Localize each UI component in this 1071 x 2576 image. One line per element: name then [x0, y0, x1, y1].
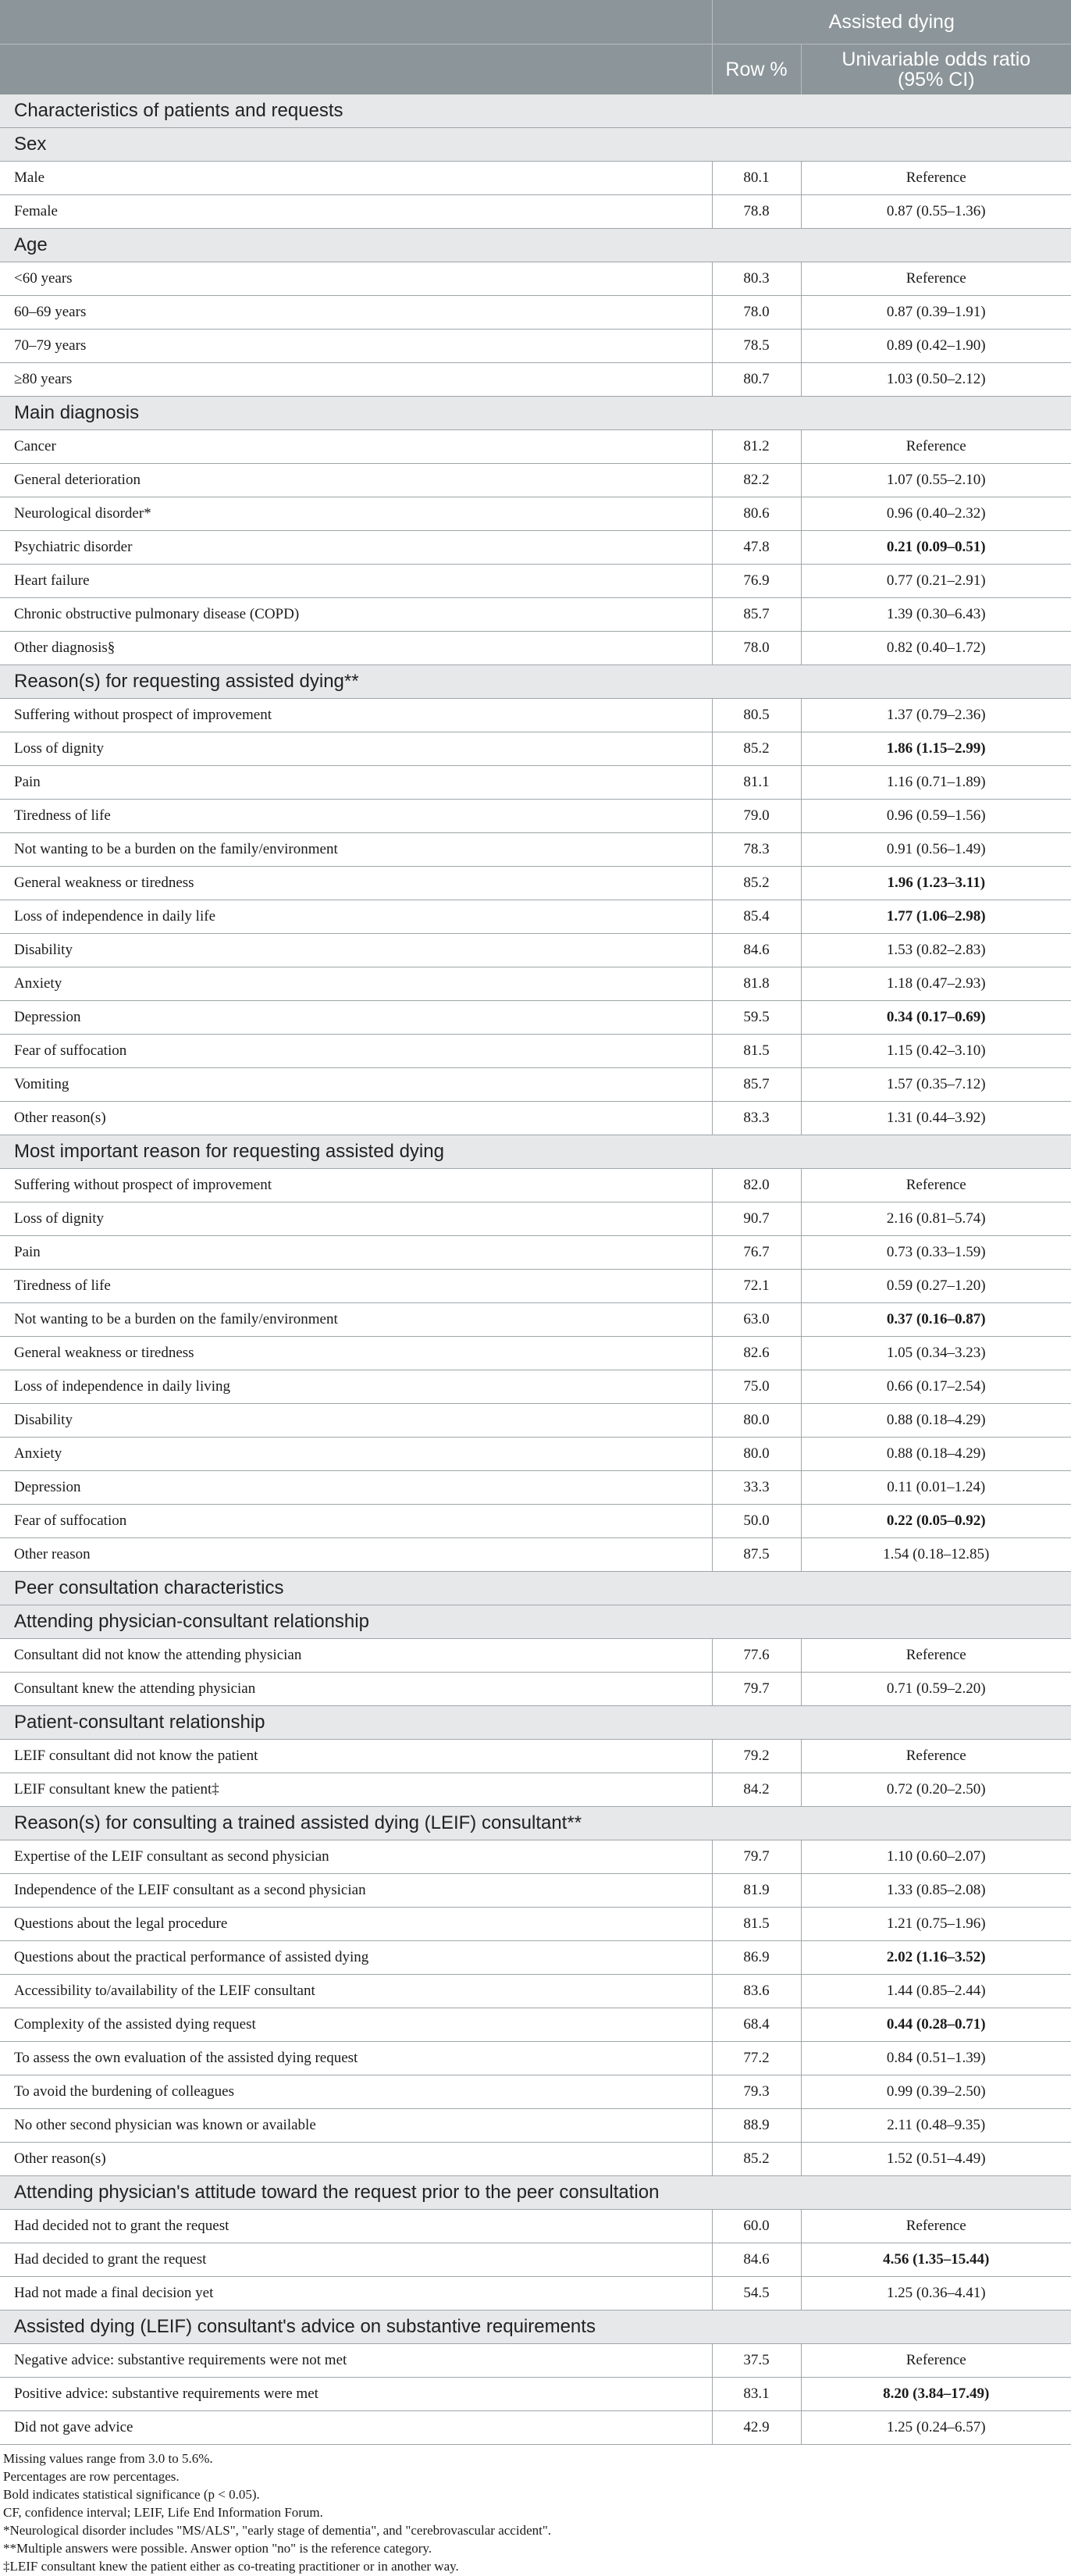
row-label: LEIF consultant knew the patient‡ — [0, 1773, 712, 1807]
footnote: ‡LEIF consultant knew the patient either as co-treating practitioner or in another way. — [3, 2559, 459, 2574]
row-percentage: 42.9 — [712, 2411, 801, 2445]
row-percentage: 84.6 — [712, 934, 801, 967]
row-percentage: 80.0 — [712, 1404, 801, 1438]
row-odds-ratio: 1.25 (0.24–6.57) — [801, 2411, 1071, 2445]
row-odds-ratio: 1.37 (0.79–2.36) — [801, 699, 1071, 732]
row-odds-ratio: 1.53 (0.82–2.83) — [801, 934, 1071, 967]
row-odds-ratio: 1.16 (0.71–1.89) — [801, 766, 1071, 800]
row-percentage: 81.1 — [712, 766, 801, 800]
header-row-group — [0, 0, 1071, 45]
row-percentage: 50.0 — [712, 1505, 801, 1538]
table-row — [0, 363, 1071, 397]
row-label: Questions about the legal procedure — [0, 1908, 712, 1941]
table-row — [0, 598, 1071, 632]
footnote: Missing values range from 3.0 to 5.6%. — [3, 2451, 213, 2466]
table-row — [0, 2378, 1071, 2411]
row-odds-ratio: 0.88 (0.18–4.29) — [801, 1438, 1071, 1471]
row-percentage: 80.6 — [712, 497, 801, 531]
table-row — [0, 833, 1071, 867]
table-row — [0, 2075, 1071, 2109]
header-odds-ratio — [801, 45, 1071, 95]
table-row — [0, 162, 1071, 195]
table-row — [0, 2344, 1071, 2378]
table-row — [0, 2210, 1071, 2243]
table-row — [0, 464, 1071, 497]
row-percentage: 82.2 — [712, 464, 801, 497]
row-label: <60 years — [0, 262, 712, 296]
table-row — [0, 2143, 1071, 2176]
table-row — [0, 565, 1071, 598]
row-label: Disability — [0, 1404, 712, 1438]
header-empty-cell — [0, 45, 712, 95]
row-odds-ratio: 0.96 (0.59–1.56) — [801, 800, 1071, 833]
row-percentage: 60.0 — [712, 2210, 801, 2243]
row-odds-ratio: 0.37 (0.16–0.87) — [801, 1303, 1071, 1337]
row-label: Heart failure — [0, 565, 712, 598]
row-percentage: 88.9 — [712, 2109, 801, 2143]
table-row — [0, 2008, 1071, 2042]
row-label: Fear of suffocation — [0, 1035, 712, 1068]
table-row — [0, 699, 1071, 732]
row-odds-ratio: 2.02 (1.16–3.52) — [801, 1941, 1071, 1975]
row-percentage: 80.7 — [712, 363, 801, 397]
header-empty-cell — [0, 0, 712, 45]
row-percentage: 83.1 — [712, 2378, 801, 2411]
table-row — [0, 632, 1071, 665]
row-label: Negative advice: substantive requirements were not met — [0, 2344, 712, 2378]
row-percentage: 33.3 — [712, 1471, 801, 1505]
table-row — [0, 1538, 1071, 1572]
row-percentage: 85.2 — [712, 2143, 801, 2176]
row-odds-ratio: 0.96 (0.40–2.32) — [801, 497, 1071, 531]
row-odds-ratio: 0.77 (0.21–2.91) — [801, 565, 1071, 598]
row-percentage: 77.6 — [712, 1639, 801, 1673]
row-label: Cancer — [0, 430, 712, 464]
row-odds-ratio: 1.52 (0.51–4.49) — [801, 2143, 1071, 2176]
row-percentage: 83.6 — [712, 1975, 801, 2008]
row-label: Other reason(s) — [0, 2143, 712, 2176]
table-row — [0, 2243, 1071, 2277]
table-row — [0, 1471, 1071, 1505]
row-label: Suffering without prospect of improvement — [0, 699, 712, 732]
table-row — [0, 1908, 1071, 1941]
row-label: Did not gave advice — [0, 2411, 712, 2445]
subsection-header-row — [0, 1135, 1071, 1169]
header-row-columns — [0, 45, 1071, 95]
table-row — [0, 934, 1071, 967]
row-odds-ratio: Reference — [801, 2344, 1071, 2378]
row-label: Positive advice: substantive requirements were met — [0, 2378, 712, 2411]
row-odds-ratio: 4.56 (1.35–15.44) — [801, 2243, 1071, 2277]
row-odds-ratio: 1.57 (0.35–7.12) — [801, 1068, 1071, 1102]
table-row — [0, 330, 1071, 363]
table-row — [0, 1404, 1071, 1438]
table-row — [0, 1438, 1071, 1471]
row-label: Other reason — [0, 1538, 712, 1572]
subsection-title: Age — [0, 229, 1071, 262]
row-odds-ratio: 8.20 (3.84–17.49) — [801, 2378, 1071, 2411]
row-percentage: 84.6 — [712, 2243, 801, 2277]
row-label: To avoid the burdening of colleagues — [0, 2075, 712, 2109]
row-percentage: 80.0 — [712, 1438, 801, 1471]
row-odds-ratio: Reference — [801, 430, 1071, 464]
subsection-header-row — [0, 665, 1071, 699]
table-row — [0, 732, 1071, 766]
row-percentage: 78.0 — [712, 632, 801, 665]
row-odds-ratio: 0.34 (0.17–0.69) — [801, 1001, 1071, 1035]
row-percentage: 68.4 — [712, 2008, 801, 2042]
table-row — [0, 1236, 1071, 1270]
section-title: Characteristics of patients and requests — [0, 94, 1071, 128]
row-odds-ratio: 1.54 (0.18–12.85) — [801, 1538, 1071, 1572]
row-percentage: 85.2 — [712, 732, 801, 766]
table-row — [0, 800, 1071, 833]
row-label: Had decided not to grant the request — [0, 2210, 712, 2243]
row-odds-ratio: 1.86 (1.15–2.99) — [801, 732, 1071, 766]
subsection-title: Most important reason for requesting assisted dying — [0, 1135, 1071, 1169]
row-odds-ratio: 0.71 (0.59–2.20) — [801, 1673, 1071, 1706]
row-odds-ratio: 0.82 (0.40–1.72) — [801, 632, 1071, 665]
table-row — [0, 1370, 1071, 1404]
row-percentage: 78.3 — [712, 833, 801, 867]
row-odds-ratio: 1.05 (0.34–3.23) — [801, 1337, 1071, 1370]
row-percentage: 78.0 — [712, 296, 801, 330]
subsection-title: Reason(s) for requesting assisted dying** — [0, 665, 1071, 699]
row-percentage: 76.7 — [712, 1236, 801, 1270]
row-label: ≥80 years — [0, 363, 712, 397]
row-label: Other diagnosis§ — [0, 632, 712, 665]
row-percentage: 90.7 — [712, 1202, 801, 1236]
row-percentage: 54.5 — [712, 2277, 801, 2311]
row-odds-ratio: 1.31 (0.44–3.92) — [801, 1102, 1071, 1135]
table-row — [0, 967, 1071, 1001]
row-percentage: 59.5 — [712, 1001, 801, 1035]
row-odds-ratio: 1.39 (0.30–6.43) — [801, 598, 1071, 632]
row-odds-ratio: 1.07 (0.55–2.10) — [801, 464, 1071, 497]
row-label: Had decided to grant the request — [0, 2243, 712, 2277]
row-percentage: 37.5 — [712, 2344, 801, 2378]
row-label: LEIF consultant did not know the patient — [0, 1740, 712, 1773]
row-odds-ratio: 2.16 (0.81–5.74) — [801, 1202, 1071, 1236]
table-row — [0, 1035, 1071, 1068]
row-label: Pain — [0, 1236, 712, 1270]
row-odds-ratio: 0.91 (0.56–1.49) — [801, 833, 1071, 867]
row-label: Anxiety — [0, 1438, 712, 1471]
row-label: Loss of independence in daily life — [0, 900, 712, 934]
row-percentage: 85.7 — [712, 598, 801, 632]
footnote: CF, confidence interval; LEIF, Life End Information Forum. — [3, 2505, 323, 2520]
row-percentage: 80.1 — [712, 162, 801, 195]
table-row — [0, 1001, 1071, 1035]
row-odds-ratio: 0.88 (0.18–4.29) — [801, 1404, 1071, 1438]
section-header-row — [0, 1572, 1071, 1605]
table-row — [0, 1941, 1071, 1975]
row-label: Loss of dignity — [0, 1202, 712, 1236]
row-label: Not wanting to be a burden on the family/environment — [0, 1303, 712, 1337]
row-label: Not wanting to be a burden on the family/environment — [0, 833, 712, 867]
subsection-title: Reason(s) for consulting a trained assisted dying (LEIF) consultant** — [0, 1807, 1071, 1840]
row-odds-ratio: 1.15 (0.42–3.10) — [801, 1035, 1071, 1068]
table-row — [0, 430, 1071, 464]
row-label: Pain — [0, 766, 712, 800]
table-row — [0, 262, 1071, 296]
table-row — [0, 1102, 1071, 1135]
row-percentage: 81.2 — [712, 430, 801, 464]
row-percentage: 76.9 — [712, 565, 801, 598]
row-label: Tiredness of life — [0, 800, 712, 833]
row-percentage: 78.5 — [712, 330, 801, 363]
row-odds-ratio: 1.10 (0.60–2.07) — [801, 1840, 1071, 1874]
section-header-row — [0, 94, 1071, 128]
table-row — [0, 2042, 1071, 2075]
row-label: Other reason(s) — [0, 1102, 712, 1135]
subsection-header-row — [0, 1807, 1071, 1840]
row-percentage: 47.8 — [712, 531, 801, 565]
table-row — [0, 1505, 1071, 1538]
table-row — [0, 1068, 1071, 1102]
row-odds-ratio: 0.99 (0.39–2.50) — [801, 2075, 1071, 2109]
subsection-header-row — [0, 2176, 1071, 2210]
row-label: General weakness or tiredness — [0, 1337, 712, 1370]
row-percentage: 75.0 — [712, 1370, 801, 1404]
row-percentage: 80.3 — [712, 262, 801, 296]
row-percentage: 79.0 — [712, 800, 801, 833]
row-odds-ratio: 1.33 (0.85–2.08) — [801, 1874, 1071, 1908]
row-odds-ratio: 0.59 (0.27–1.20) — [801, 1270, 1071, 1303]
row-label: Vomiting — [0, 1068, 712, 1102]
table-row — [0, 195, 1071, 229]
row-percentage: 81.5 — [712, 1035, 801, 1068]
table-row — [0, 1639, 1071, 1673]
row-odds-ratio: 1.25 (0.36–4.41) — [801, 2277, 1071, 2311]
row-label: General weakness or tiredness — [0, 867, 712, 900]
row-odds-ratio: Reference — [801, 162, 1071, 195]
row-percentage: 85.7 — [712, 1068, 801, 1102]
row-label: Consultant did not know the attending physician — [0, 1639, 712, 1673]
subsection-title: Main diagnosis — [0, 397, 1071, 430]
row-label: Accessibility to/availability of the LEIF consultant — [0, 1975, 712, 2008]
row-label: No other second physician was known or available — [0, 2109, 712, 2143]
table-header — [0, 0, 1071, 94]
row-percentage: 85.2 — [712, 867, 801, 900]
row-label: Tiredness of life — [0, 1270, 712, 1303]
section-title: Peer consultation characteristics — [0, 1572, 1071, 1605]
row-odds-ratio: 0.87 (0.39–1.91) — [801, 296, 1071, 330]
table-row — [0, 1773, 1071, 1807]
row-odds-ratio: 1.03 (0.50–2.12) — [801, 363, 1071, 397]
row-label: Male — [0, 162, 712, 195]
row-percentage: 79.7 — [712, 1840, 801, 1874]
table-body — [0, 94, 1071, 2445]
subsection-header-row — [0, 397, 1071, 430]
row-odds-ratio: 1.18 (0.47–2.93) — [801, 967, 1071, 1001]
row-odds-ratio: 0.84 (0.51–1.39) — [801, 2042, 1071, 2075]
row-label: Psychiatric disorder — [0, 531, 712, 565]
table-row — [0, 1740, 1071, 1773]
footnote: Percentages are row percentages. — [3, 2469, 180, 2484]
footnote: Bold indicates statistical significance (p < 0.05). — [3, 2487, 260, 2502]
table-row — [0, 1673, 1071, 1706]
table-row — [0, 766, 1071, 800]
table-row — [0, 2277, 1071, 2311]
row-label: Anxiety — [0, 967, 712, 1001]
table-row — [0, 1202, 1071, 1236]
row-label: Depression — [0, 1471, 712, 1505]
row-odds-ratio: Reference — [801, 1740, 1071, 1773]
subsection-header-row — [0, 1605, 1071, 1639]
table-row — [0, 1874, 1071, 1908]
row-label: Independence of the LEIF consultant as a second physician — [0, 1874, 712, 1908]
row-label: Chronic obstructive pulmonary disease (COPD) — [0, 598, 712, 632]
row-odds-ratio: Reference — [801, 262, 1071, 296]
row-label: Loss of dignity — [0, 732, 712, 766]
row-percentage: 87.5 — [712, 1538, 801, 1572]
table-row — [0, 900, 1071, 934]
row-label: 60–69 years — [0, 296, 712, 330]
row-label: Questions about the practical performance of assisted dying — [0, 1941, 712, 1975]
table-row — [0, 1270, 1071, 1303]
footnote: **Multiple answers were possible. Answer option "no" is the reference category. — [3, 2541, 432, 2556]
row-percentage: 81.5 — [712, 1908, 801, 1941]
row-label: Consultant knew the attending physician — [0, 1673, 712, 1706]
header-group-label: Assisted dying — [712, 0, 1071, 45]
subsection-header-row — [0, 229, 1071, 262]
table-row — [0, 531, 1071, 565]
row-percentage: 84.2 — [712, 1773, 801, 1807]
row-label: Expertise of the LEIF consultant as second physician — [0, 1840, 712, 1874]
row-percentage: 77.2 — [712, 2042, 801, 2075]
table-row — [0, 296, 1071, 330]
row-percentage: 80.5 — [712, 699, 801, 732]
table-row — [0, 1840, 1071, 1874]
row-percentage: 83.3 — [712, 1102, 801, 1135]
row-label: Disability — [0, 934, 712, 967]
table-row — [0, 1337, 1071, 1370]
row-label: Female — [0, 195, 712, 229]
row-odds-ratio: 0.44 (0.28–0.71) — [801, 2008, 1071, 2042]
subsection-title: Patient-consultant relationship — [0, 1706, 1071, 1740]
row-odds-ratio: 0.66 (0.17–2.54) — [801, 1370, 1071, 1404]
row-odds-ratio: 1.96 (1.23–3.11) — [801, 867, 1071, 900]
row-label: Complexity of the assisted dying request — [0, 2008, 712, 2042]
row-odds-ratio: 1.77 (1.06–2.98) — [801, 900, 1071, 934]
subsection-title: Attending physician-consultant relationship — [0, 1605, 1071, 1639]
row-odds-ratio: 0.87 (0.55–1.36) — [801, 195, 1071, 229]
row-percentage: 79.3 — [712, 2075, 801, 2109]
row-percentage: 86.9 — [712, 1941, 801, 1975]
table-footnotes — [0, 2445, 1071, 2575]
header-odds-ratio-line2: (95% CI) — [897, 69, 975, 91]
row-odds-ratio: 0.11 (0.01–1.24) — [801, 1471, 1071, 1505]
row-percentage: 63.0 — [712, 1303, 801, 1337]
row-percentage: 79.2 — [712, 1740, 801, 1773]
row-label: To assess the own evaluation of the assisted dying request — [0, 2042, 712, 2075]
row-percentage: 79.7 — [712, 1673, 801, 1706]
row-odds-ratio: Reference — [801, 1169, 1071, 1202]
header-odds-ratio-line1: Univariable odds ratio — [842, 48, 1031, 70]
table-row — [0, 867, 1071, 900]
row-label: Suffering without prospect of improvement — [0, 1169, 712, 1202]
subsection-title: Sex — [0, 128, 1071, 162]
table-row — [0, 1975, 1071, 2008]
row-percentage: 82.6 — [712, 1337, 801, 1370]
row-odds-ratio: 0.72 (0.20–2.50) — [801, 1773, 1071, 1807]
subsection-title: Assisted dying (LEIF) consultant's advice on substantive requirements — [0, 2311, 1071, 2344]
row-label: Loss of independence in daily living — [0, 1370, 712, 1404]
subsection-header-row — [0, 1706, 1071, 1740]
row-label: Fear of suffocation — [0, 1505, 712, 1538]
subsection-title: Attending physician's attitude toward the request prior to the peer consultation — [0, 2176, 1071, 2210]
row-label: Depression — [0, 1001, 712, 1035]
footnote: *Neurological disorder includes "MS/ALS", "early stage of dementia", and "cerebrovascular accident". — [3, 2523, 552, 2538]
table-row — [0, 497, 1071, 531]
row-label: General deterioration — [0, 464, 712, 497]
row-label: 70–79 years — [0, 330, 712, 363]
row-percentage: 85.4 — [712, 900, 801, 934]
table-row — [0, 1169, 1071, 1202]
row-odds-ratio: 0.73 (0.33–1.59) — [801, 1236, 1071, 1270]
row-label: Had not made a final decision yet — [0, 2277, 712, 2311]
row-percentage: 81.8 — [712, 967, 801, 1001]
row-percentage: 81.9 — [712, 1874, 801, 1908]
row-odds-ratio: Reference — [801, 1639, 1071, 1673]
row-odds-ratio: 1.44 (0.85–2.44) — [801, 1975, 1071, 2008]
table-row — [0, 2109, 1071, 2143]
row-percentage: 72.1 — [712, 1270, 801, 1303]
row-odds-ratio: Reference — [801, 2210, 1071, 2243]
row-percentage: 82.0 — [712, 1169, 801, 1202]
table-row — [0, 2411, 1071, 2445]
subsection-header-row — [0, 2311, 1071, 2344]
table-row — [0, 1303, 1071, 1337]
subsection-header-row — [0, 128, 1071, 162]
row-odds-ratio: 1.21 (0.75–1.96) — [801, 1908, 1071, 1941]
row-odds-ratio: 0.21 (0.09–0.51) — [801, 531, 1071, 565]
header-row-pct: Row % — [712, 45, 801, 95]
row-odds-ratio: 0.89 (0.42–1.90) — [801, 330, 1071, 363]
row-label: Neurological disorder* — [0, 497, 712, 531]
row-odds-ratio: 0.22 (0.05–0.92) — [801, 1505, 1071, 1538]
row-odds-ratio: 2.11 (0.48–9.35) — [801, 2109, 1071, 2143]
row-percentage: 78.8 — [712, 195, 801, 229]
